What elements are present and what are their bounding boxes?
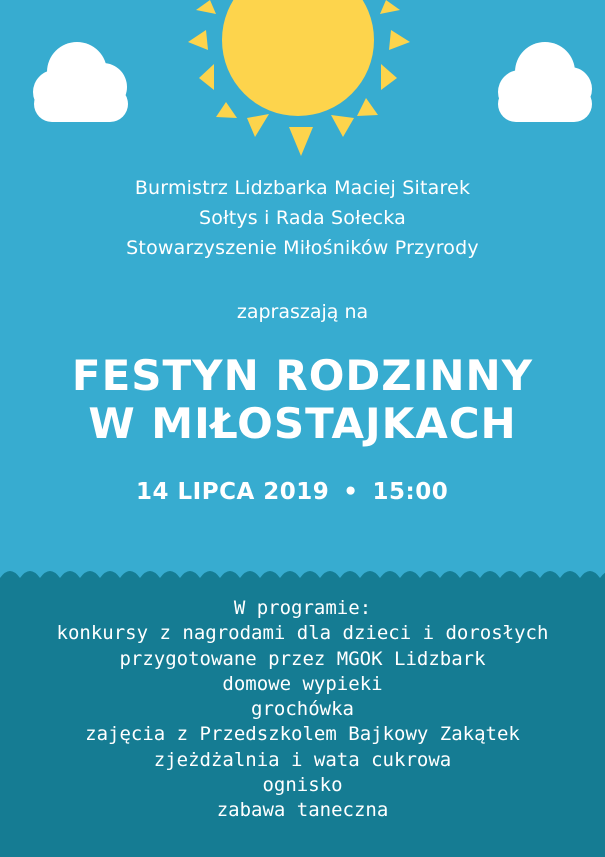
program-heading: W programie: <box>233 597 372 619</box>
title-line-2: W MIŁOSTAJKACH <box>88 399 517 448</box>
program-section <box>0 596 605 824</box>
invite-text: zapraszają na <box>236 301 369 323</box>
program-item: zjeżdżalnia i wata cukrowa <box>153 748 452 771</box>
separator-dot: • <box>343 479 359 505</box>
program-item: zajęcia z Przedszkolem Bajkowy Zakątek <box>85 723 520 746</box>
program-item: domowe wypieki <box>222 672 383 695</box>
cloud-icon <box>498 42 592 122</box>
organizer-line: Burmistrz Lidzbarka Maciej Sitarek <box>134 177 471 199</box>
program-item: grochówka <box>251 698 354 721</box>
program-item: przygotowane przez MGOK Lidzbark <box>119 647 486 670</box>
organizers-list <box>0 173 605 263</box>
event-title <box>0 352 605 448</box>
event-time: 15:00 <box>372 479 449 505</box>
event-date: 14 LIPCA 2019 <box>136 479 330 505</box>
sun-icon <box>188 0 410 156</box>
program-item: ognisko <box>262 774 343 797</box>
cloud-icon <box>33 42 128 122</box>
organizer-line: Stowarzyszenie Miłośników Przyrody <box>126 237 479 259</box>
program-item: zabawa taneczna <box>216 799 389 822</box>
organizer-line: Sołtys i Rada Sołecka <box>199 207 406 229</box>
event-date-time <box>136 476 448 508</box>
sky-illustration <box>0 0 605 160</box>
program-item: konkursy z nagrodami dla dzieci i dorosłych <box>56 622 549 645</box>
title-line-1: FESTYN RODZINNY <box>71 351 534 400</box>
